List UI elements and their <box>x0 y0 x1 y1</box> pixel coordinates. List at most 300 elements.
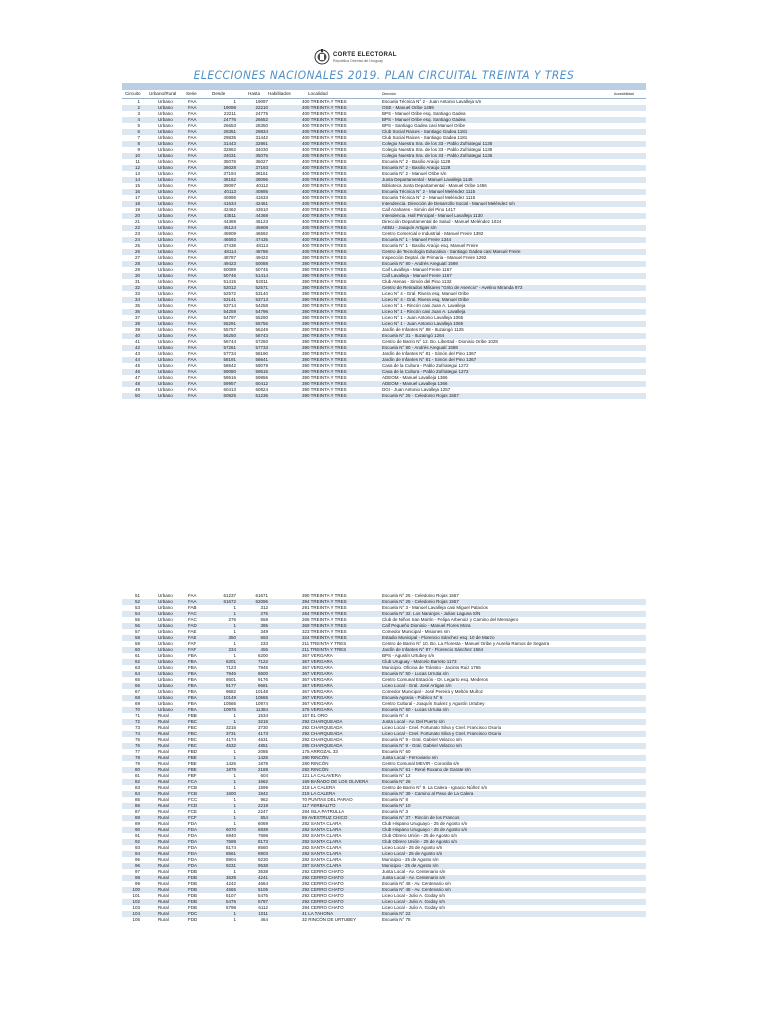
cell-direccion: Inspección Deptal. de Primaria - Manuel Freire 1292 <box>382 255 487 260</box>
cell-direccion: Escuela N° 10 <box>382 803 411 808</box>
cell-localidad: 390 TREINTA Y TRES <box>302 255 347 260</box>
cell-tipo: Rural <box>158 863 169 868</box>
cell-desde: 59516 <box>223 375 236 380</box>
cell-tipo: Urbano <box>158 369 173 374</box>
cell-hasta: 53140 <box>255 291 268 296</box>
cell-desde: 49423 <box>223 261 236 266</box>
header-localidad: Localidad <box>308 91 328 96</box>
cell-tipo: Rural <box>158 899 169 904</box>
cell-tipo: Urbano <box>158 141 173 146</box>
cell-desde: 1 <box>233 653 236 658</box>
cell-tipo: Urbano <box>158 273 173 278</box>
cell-localidad: 400 TREINTA Y TRES <box>302 177 347 182</box>
cell-tipo: Rural <box>158 719 169 724</box>
cell-hasta: 4173 <box>257 731 268 736</box>
cell-hasta: 40112 <box>255 183 268 188</box>
cell-tipo: Urbano <box>158 177 173 182</box>
cell-hasta: 9681 <box>257 683 268 688</box>
cell-circuito: 71 <box>134 713 140 718</box>
cell-hasta: 8600 <box>257 671 268 676</box>
cell-circuito: 14 <box>134 177 140 182</box>
cell-hasta: 2188 <box>257 767 268 772</box>
cell-localidad: 400 TREINTA Y TRES <box>302 117 347 122</box>
cell-tipo: Urbano <box>158 695 173 700</box>
cell-direccion: Dirección Departamental de Salud - Manuel Meléndez 1024 <box>382 219 502 224</box>
cell-tipo: Rural <box>158 905 169 910</box>
cell-direccion: Escuela N° 60 <box>382 749 411 754</box>
electoral-court-seal-icon <box>314 48 330 66</box>
cell-localidad: 292 CERRO CHATO <box>302 893 344 898</box>
cell-direccion: Centro Cultural - Joaquín Suárez y Agustín Urtubey <box>382 701 485 706</box>
cell-serie: FAA <box>188 339 197 344</box>
cell-localidad: 282 SANTA CLARA <box>302 827 342 832</box>
cell-circuito: 75 <box>134 737 140 742</box>
cell-localidad: 390 TREINTA Y TRES <box>302 333 347 338</box>
cell-hasta: 61671 <box>255 593 268 598</box>
cell-desde: 4665 <box>225 887 236 892</box>
cell-tipo: Rural <box>158 857 169 862</box>
cell-serie: FAA <box>188 105 197 110</box>
cell-circuito: 4 <box>137 117 140 122</box>
org-name: CORTE ELECTORAL <box>333 52 397 58</box>
cell-serie: FAA <box>188 599 197 604</box>
cell-direccion: Centro de Retirados Militares "Grito de Asencio" - Avelino Miranda 973 <box>382 285 523 290</box>
cell-localidad: 175 ARROZAL 33 <box>302 749 338 754</box>
cell-localidad: 282 SANTA CLARA <box>302 833 342 838</box>
cell-localidad: 211 TREINTA Y TRES <box>302 647 347 652</box>
cell-hasta: 5106 <box>257 887 268 892</box>
cell-hasta: 58641 <box>255 357 268 362</box>
cell-localidad: 265 TREINTA Y TRES <box>302 617 347 622</box>
cell-desde: 48114 <box>223 249 236 254</box>
cell-serie: FAA <box>188 165 197 170</box>
cell-tipo: Urbano <box>158 665 173 670</box>
cell-serie: FAA <box>188 207 197 212</box>
cell-circuito: 62 <box>134 659 140 664</box>
cell-serie: FBD <box>188 749 197 754</box>
cell-tipo: Rural <box>158 809 169 814</box>
cell-direccion: Escuela N° 2 - Basilio Araújo 1128 <box>382 159 451 164</box>
cell-direccion: Escuela N° 4 <box>382 713 409 718</box>
cell-hasta: 1011 <box>258 911 268 916</box>
cell-tipo: Rural <box>158 839 169 844</box>
cell-circuito: 72 <box>134 719 140 724</box>
cell-serie: FBA <box>188 689 197 694</box>
cell-circuito: 57 <box>134 629 140 634</box>
cell-serie: FDA <box>188 845 197 850</box>
cell-tipo: Urbano <box>158 659 173 664</box>
cell-circuito: 28 <box>134 261 140 266</box>
cell-desde: 1 <box>233 911 236 916</box>
cell-tipo: Urbano <box>158 641 173 646</box>
cell-desde: 1 <box>233 815 236 820</box>
cell-desde: 34031 <box>223 153 236 158</box>
cell-tipo: Rural <box>158 797 169 802</box>
table-header-row <box>122 90 646 99</box>
cell-serie: FDB <box>188 869 197 874</box>
cell-desde: 52572 <box>223 291 236 296</box>
cell-circuito: 47 <box>134 375 140 380</box>
cell-direccion: Escuela N° 37 - Rincón de los Francos <box>382 815 460 820</box>
cell-hasta: 275 <box>260 611 268 616</box>
cell-circuito: 29 <box>134 267 140 272</box>
cell-serie: FAA <box>188 201 197 206</box>
cell-circuito: 79 <box>134 761 140 766</box>
cell-localidad: 292 CHARQUEADA <box>302 725 343 730</box>
cell-hasta: 1842 <box>257 791 268 796</box>
cell-desde: 1 <box>233 641 236 646</box>
cell-direccion: Escuela N° 12 <box>382 773 411 778</box>
cell-serie: FAA <box>188 375 197 380</box>
cell-desde: 54259 <box>223 309 236 314</box>
cell-desde: 31443 <box>223 141 236 146</box>
cell-direccion: Intendencia. Dirección de Desarrollo Social - Manuel Meléndez s/n <box>382 201 515 206</box>
cell-circuito: 84 <box>134 791 140 796</box>
cell-direccion: Liceo Local - 25 de Agosto s/n <box>382 845 443 850</box>
cell-tipo: Rural <box>158 743 169 748</box>
cell-direccion: Club Uruguay - Marcelo Barreto 1173 <box>382 659 457 664</box>
cell-serie: FAA <box>188 243 197 248</box>
cell-direccion: ADEOM - Manuel Lavalleja 1366 <box>382 381 448 386</box>
cell-serie: FBA <box>188 701 197 706</box>
cell-hasta: 10148 <box>255 689 268 694</box>
cell-localidad: 400 TREINTA Y TRES <box>302 165 347 170</box>
cell-desde: 9231 <box>225 863 236 868</box>
cell-circuito: 17 <box>134 195 140 200</box>
cell-localidad: 280 RINCÓN <box>302 755 329 760</box>
cell-direccion: Club Social Raices - Santiago Gadea 1181 <box>382 135 468 140</box>
cell-direccion: Estadio Municipal - Florencio Sánchez esq. 10 de Marzo <box>382 635 495 640</box>
cell-tipo: Rural <box>158 833 169 838</box>
cell-localidad: 400 TREINTA Y TRES <box>302 237 347 242</box>
cell-localidad: 264 TREINTA Y TRES <box>302 611 347 616</box>
cell-hasta: 4531 <box>257 737 268 742</box>
cell-tipo: Urbano <box>158 339 173 344</box>
cell-serie: FAA <box>188 261 197 266</box>
cell-tipo: Urbano <box>158 629 173 634</box>
cell-tipo: Rural <box>158 893 169 898</box>
cell-hasta: 59079 <box>255 363 268 368</box>
cell-serie: FAA <box>188 129 197 134</box>
cell-circuito: 11 <box>135 159 140 164</box>
cell-circuito: 49 <box>134 387 140 392</box>
table-top-band <box>122 83 646 90</box>
cell-hasta: 3730 <box>257 725 268 730</box>
cell-tipo: Urbano <box>158 147 173 152</box>
cell-desde: 8174 <box>225 845 236 850</box>
cell-circuito: 59 <box>134 641 140 646</box>
cell-desde: 58642 <box>223 363 236 368</box>
cell-tipo: Urbano <box>158 237 173 242</box>
cell-tipo: Rural <box>158 917 169 922</box>
cell-direccion: Colegio Nuestra Sra. de los 33 - Pablo Zufriategui 1135 <box>382 141 493 146</box>
cell-tipo: Urbano <box>158 243 173 248</box>
cell-desde: 36028 <box>223 165 236 170</box>
cell-hasta: 47435 <box>255 237 268 242</box>
cell-direccion: Escuela N° 25 - Celedonio Rojas 1557 <box>382 593 459 598</box>
cell-localidad: 400 TREINTA Y TRES <box>302 141 347 146</box>
cell-direccion: Junta Local - Ferroviario s/n <box>382 755 438 760</box>
cell-circuito: 40 <box>134 333 140 338</box>
cell-serie: FAF <box>188 647 197 652</box>
table-body <box>122 593 646 923</box>
cell-tipo: Urbano <box>158 189 173 194</box>
cell-direccion: Casa de la Cultura - Pablo Zufriategui 1272 <box>382 363 469 368</box>
cell-tipo: Urbano <box>158 707 173 712</box>
cell-serie: FBC <box>188 725 197 730</box>
cell-circuito: 67 <box>134 689 140 694</box>
cell-circuito: 99 <box>134 881 140 886</box>
cell-circuito: 3 <box>137 111 140 116</box>
cell-tipo: Rural <box>158 773 169 778</box>
cell-hasta: 59956 <box>255 375 268 380</box>
cell-serie: FBE <box>188 761 197 766</box>
cell-localidad: 291 TREINTA Y TRES <box>302 605 347 610</box>
cell-direccion: Centro de Barrio N° 10. Bo. La Floresta - Manuel Oribe y Aurelia Ramos de Segarra <box>382 641 550 646</box>
cell-direccion: Escuela N° 22 <box>382 911 411 916</box>
cell-tipo: Urbano <box>158 333 173 338</box>
cell-tipo: Rural <box>158 869 169 874</box>
cell-circuito: 25 <box>134 243 140 248</box>
cell-direccion: Escuela N° 61 - René Roxano de Garate s/n <box>382 767 471 772</box>
cell-localidad: 390 TREINTA Y TRES <box>302 363 347 368</box>
cell-tipo: Rural <box>158 761 169 766</box>
circuit-table-1 <box>122 83 646 399</box>
cell-serie: FAA <box>188 357 197 362</box>
cell-hasta: 455 <box>260 647 268 652</box>
cell-localidad: 390 TREINTA Y TRES <box>302 315 347 320</box>
cell-hasta: 9176 <box>257 677 268 682</box>
cell-localidad: 400 TREINTA Y TRES <box>302 123 347 128</box>
cell-localidad: 390 TREINTA Y TRES <box>302 339 347 344</box>
cell-serie: FAA <box>188 99 197 104</box>
cell-hasta: 7698 <box>257 833 268 838</box>
cell-desde: 59957 <box>223 381 236 386</box>
cell-hasta: 1878 <box>257 761 268 766</box>
cell-desde: 6070 <box>225 827 236 832</box>
cell-direccion: Centro Comunal Estación - Dr. Legarto esq. Mederos <box>382 677 489 682</box>
cell-direccion: Club Hispano Uruguayo - 25 de Agosto s/n <box>382 827 468 832</box>
cell-hasta: 8173 <box>257 839 268 844</box>
cell-localidad: 390 TREINTA Y TRES <box>302 593 347 598</box>
cell-desde: 1426 <box>225 761 236 766</box>
cell-serie: FCE <box>188 809 197 814</box>
cell-localidad: 390 TREINTA Y TRES <box>302 309 347 314</box>
cell-circuito: 96 <box>134 863 140 868</box>
cell-hasta: 4664 <box>257 881 268 886</box>
cell-localidad: 390 TREINTA Y TRES <box>302 381 347 386</box>
cell-localidad: 367 VERGARA <box>302 671 333 676</box>
cell-serie: FAA <box>188 141 197 146</box>
cell-direccion: Jardín de Infantes N° 81 - Simón del Pino 1367 <box>382 351 477 356</box>
cell-hasta: 40895 <box>255 189 268 194</box>
cell-localidad: 323 TREINTA Y TRES <box>302 629 347 634</box>
cell-desde: 35076 <box>223 159 236 164</box>
cell-hasta: 53713 <box>255 297 268 302</box>
cell-desde: 43511 <box>223 213 236 218</box>
cell-desde: 22211 <box>223 111 236 116</box>
header-accesibilidad: Accesibilidad <box>614 92 634 96</box>
cell-direccion: Centro Comunal MEVIR - Coronilla s/n <box>382 761 460 766</box>
cell-hasta: 5475 <box>257 893 268 898</box>
cell-desde: 1 <box>233 755 236 760</box>
cell-desde: 1 <box>233 623 236 628</box>
cell-localidad: 390 TREINTA Y TRES <box>302 297 347 302</box>
cell-circuito: 68 <box>134 695 140 700</box>
cell-hasta: 9230 <box>257 857 268 862</box>
cell-desde: 52012 <box>223 285 236 290</box>
cell-circuito: 10 <box>134 153 140 158</box>
cell-direccion: AEBU - Joaquín Artigas s/n <box>382 225 437 230</box>
cell-localidad: 287 SANTA CLARA <box>302 863 342 868</box>
cell-desde: 1 <box>233 809 236 814</box>
cell-localidad: 292 CHARQUEADA <box>302 737 343 742</box>
cell-direccion: Escuela N° 32. Los Naranjos - Julian Laguna S/N <box>382 611 481 616</box>
cell-serie: FCC <box>188 797 198 802</box>
cell-serie: FDB <box>188 875 197 880</box>
cell-tipo: Rural <box>158 845 169 850</box>
cell-localidad: 367 VERGARA <box>302 653 333 658</box>
cell-hasta: 22210 <box>255 105 268 110</box>
cell-direccion: Liceo N° 4 - Gral. Rivera esq. Manuel Oribe <box>382 291 469 296</box>
cell-circuito: 89 <box>134 821 140 826</box>
cell-circuito: 23 <box>134 231 140 236</box>
cell-tipo: Urbano <box>158 195 173 200</box>
cell-hasta: 6069 <box>257 821 268 826</box>
cell-circuito: 83 <box>134 785 140 790</box>
cell-serie: FAA <box>188 237 197 242</box>
cell-serie: FAA <box>188 273 197 278</box>
cell-circuito: 46 <box>134 369 140 374</box>
cell-tipo: Urbano <box>158 623 173 628</box>
cell-serie: FAA <box>188 111 197 116</box>
cell-direccion: Escuela N° 48 - Av. Centenario s/n <box>382 887 451 892</box>
cell-tipo: Rural <box>158 815 169 820</box>
cell-localidad: 218 LA CALERA <box>302 785 336 790</box>
cell-localidad: 117 YERBALITO <box>302 803 336 808</box>
cell-localidad: 390 TREINTA Y TRES <box>302 261 347 266</box>
cell-direccion: Liceo N° 1 - Rincón casi Juan A. Lavalleja <box>382 309 466 314</box>
cell-hasta: 9538 <box>257 863 268 868</box>
cell-serie: FAE <box>188 629 197 634</box>
cell-localidad: 400 TREINTA Y TRES <box>302 213 347 218</box>
cell-serie: FDD <box>188 917 198 922</box>
cell-hasta: 34030 <box>255 147 268 152</box>
cell-direccion: Escuela Técnica N° 2 - Manuel Meléndez 1115 <box>382 195 476 200</box>
cell-tipo: Rural <box>158 779 169 784</box>
cell-localidad: 390 TREINTA Y TRES <box>302 375 347 380</box>
cell-localidad: 400 TREINTA Y TRES <box>302 135 347 140</box>
cell-tipo: Urbano <box>158 231 173 236</box>
cell-localidad: 369 TREINTA Y TRES <box>302 623 347 628</box>
cell-circuito: 48 <box>134 381 140 386</box>
cell-tipo: Rural <box>158 827 169 832</box>
cell-hasta: 233 <box>260 641 268 646</box>
cell-circuito: 39 <box>134 327 140 332</box>
cell-direccion: Municipio - 25 de Agosto s/n <box>382 857 439 862</box>
cell-localidad: 282 SANTA CLARA <box>302 839 342 844</box>
cell-direccion: Colegio Nuestra Sra. de los 33 - Pablo Zufriategui 1135 <box>382 153 493 158</box>
cell-circuito: 5 <box>137 123 140 128</box>
cell-direccion: Escuela N° 31 - Ituzaingó 1264 <box>382 333 445 338</box>
cell-serie: FAA <box>188 255 197 260</box>
cell-localidad: 295 CHARQUEADA <box>302 743 343 748</box>
cell-hasta: 6200 <box>257 653 268 658</box>
cell-tipo: Urbano <box>158 701 173 706</box>
cell-localidad: 367 VERGARA <box>302 701 333 706</box>
cell-circuito: 56 <box>134 623 140 628</box>
cell-desde: 59080 <box>223 369 236 374</box>
cell-localidad: 292 CERRO CHATO <box>302 887 344 892</box>
cell-hasta: 58190 <box>255 351 268 356</box>
cell-localidad: 390 TREINTA Y TRES <box>302 327 347 332</box>
cell-desde: 1 <box>233 797 236 802</box>
cell-desde: 5107 <box>225 893 236 898</box>
cell-direccion: Caif Azahares - Simón del Pino 1417 <box>382 207 456 212</box>
cell-tipo: Urbano <box>158 285 173 290</box>
cell-localidad: 390 TREINTA Y TRES <box>302 321 347 326</box>
cell-serie: FAA <box>188 309 197 314</box>
cell-hasta: 2247 <box>257 809 268 814</box>
cell-serie: FAA <box>188 291 197 296</box>
cell-circuito: 93 <box>134 845 140 850</box>
cell-desde: 1 <box>233 719 236 724</box>
cell-hasta: 62096 <box>255 599 268 604</box>
cell-serie: FAA <box>188 387 197 392</box>
cell-desde: 48787 <box>223 255 236 260</box>
cell-desde: 1 <box>233 713 236 718</box>
cell-desde: 57261 <box>223 345 236 350</box>
cell-hasta: 44368 <box>255 213 268 218</box>
cell-circuito: 32 <box>134 285 140 290</box>
cell-tipo: Urbano <box>158 159 173 164</box>
cell-localidad: 400 TREINTA Y TRES <box>302 243 347 248</box>
cell-tipo: Rural <box>158 749 169 754</box>
cell-desde: 57734 <box>223 351 236 356</box>
cell-localidad: 400 TREINTA Y TRES <box>302 231 347 236</box>
cell-circuito: 90 <box>134 827 140 832</box>
cell-desde: 44369 <box>223 219 236 224</box>
cell-desde: 8601 <box>225 677 236 682</box>
cell-desde: 29835 <box>223 135 236 140</box>
page-title: ELECCIONES NACIONALES 2019. PLAN CIRCUITAL TREINTA Y TRES <box>193 68 575 82</box>
cell-direccion: Caif Lavalleja - Manuel Freire 1167 <box>382 267 452 272</box>
cell-localidad: 367 VERGARA <box>302 683 333 688</box>
cell-desde: 10149 <box>223 695 236 700</box>
cell-circuito: 38 <box>134 321 140 326</box>
cell-desde: 56250 <box>223 333 236 338</box>
cell-tipo: Rural <box>158 737 169 742</box>
cell-circuito: 20 <box>134 213 140 218</box>
cell-tipo: Urbano <box>158 387 173 392</box>
cell-circuito: 101 <box>132 893 140 898</box>
cell-desde: 9682 <box>225 689 236 694</box>
cell-direccion: Club Hispano Uruguayo - 25 de Agosto s/n <box>382 821 468 826</box>
cell-localidad: 367 VERGARA <box>302 665 333 670</box>
cell-hasta: 2085 <box>257 749 268 754</box>
cell-localidad: 292 CHARQUEADA <box>302 731 343 736</box>
cell-localidad: 400 TREINTA Y TRES <box>302 207 347 212</box>
cell-circuito: 19 <box>134 207 140 212</box>
cell-desde: 7699 <box>225 839 236 844</box>
cell-localidad: 400 TREINTA Y TRES <box>302 171 347 176</box>
cell-serie: FCF <box>188 815 197 820</box>
cell-circuito: 81 <box>134 773 140 778</box>
cell-desde: 1 <box>233 749 236 754</box>
cell-direccion: Escuela N° 50 - Lucas Urrutia s/n <box>382 707 449 712</box>
cell-serie: FAA <box>188 351 197 356</box>
cell-localidad: 400 TREINTA Y TRES <box>302 111 347 116</box>
